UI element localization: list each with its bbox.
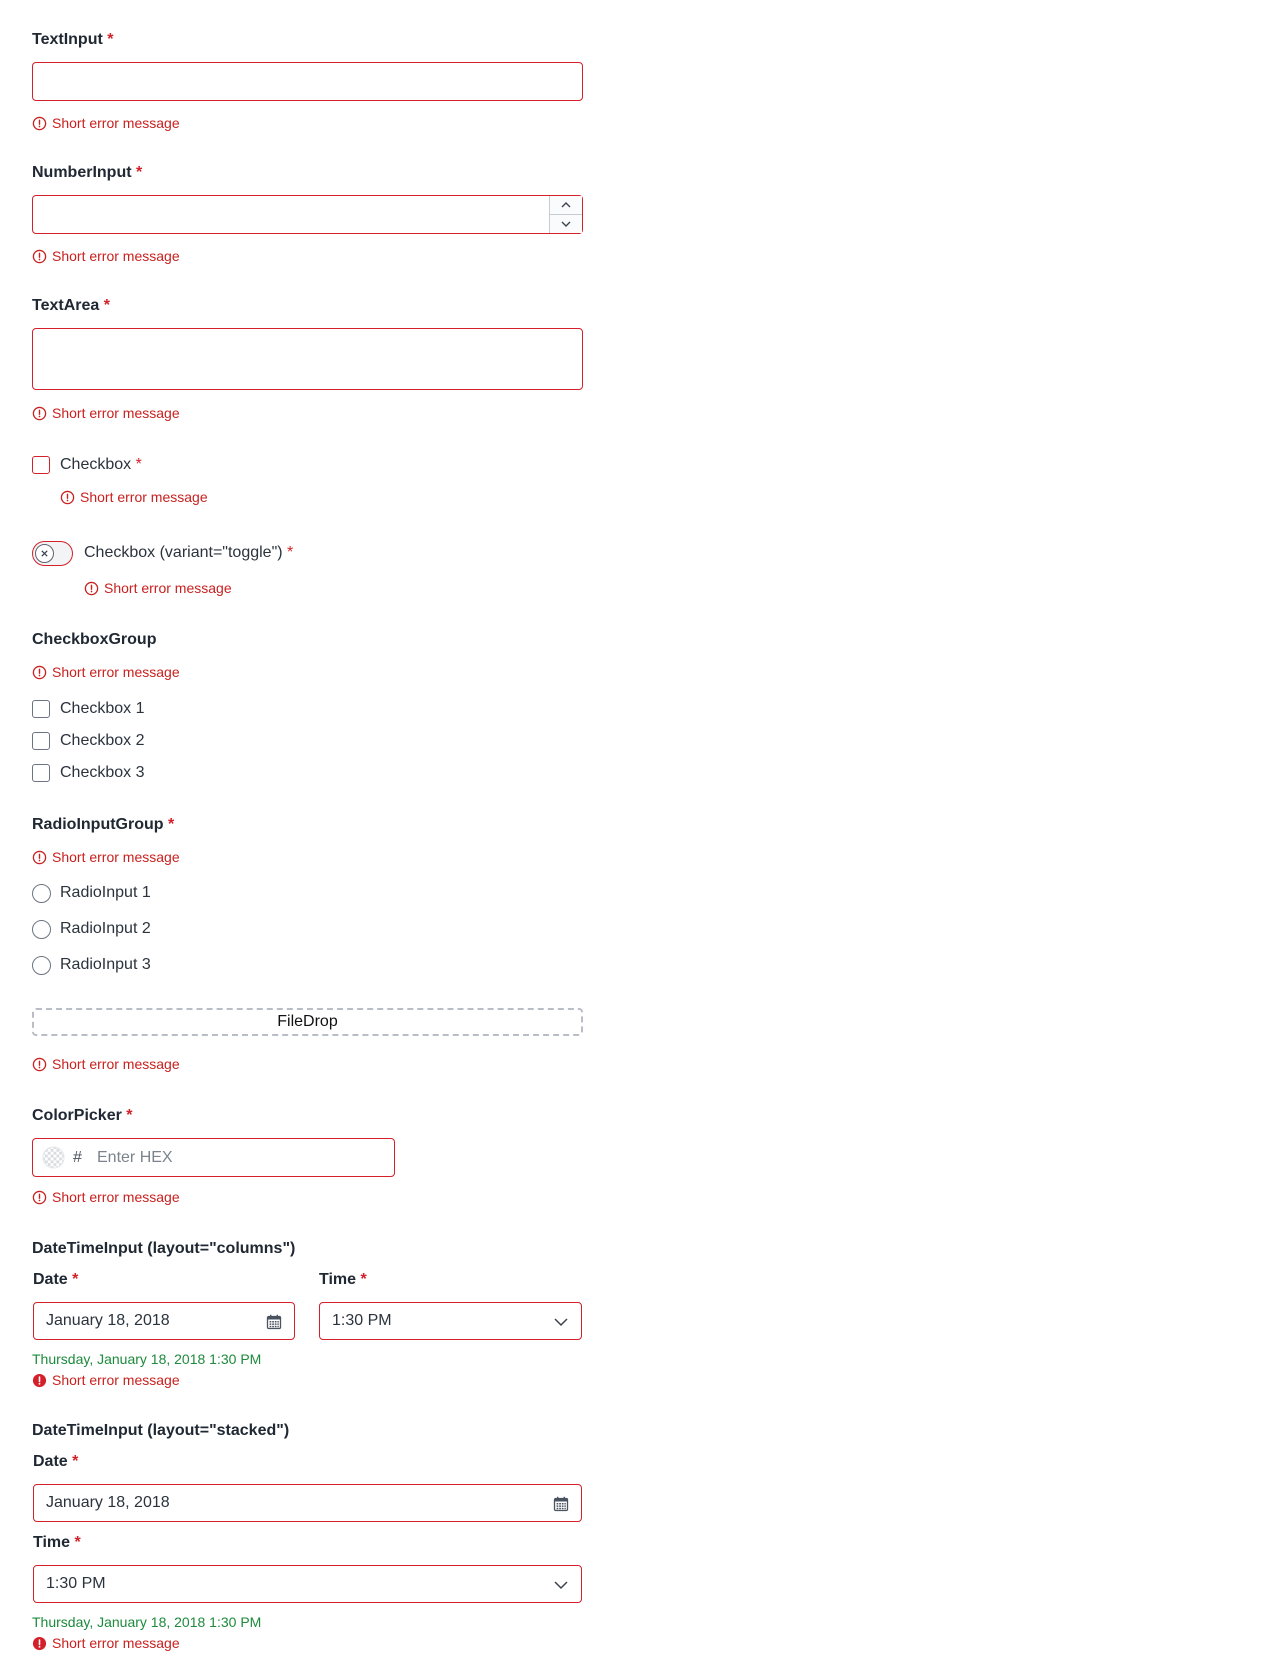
chevron-down-icon <box>553 1314 569 1330</box>
file-drop-label: FileDrop <box>277 1013 338 1030</box>
checkbox-group-item-3[interactable] <box>32 764 50 782</box>
error-solid-icon <box>32 1636 47 1651</box>
file-drop-zone[interactable] <box>32 1008 583 1036</box>
error-text: Short error message <box>52 1635 180 1651</box>
required-marker: * <box>126 1107 133 1124</box>
radio-input-3[interactable] <box>32 956 51 975</box>
toggle-switch[interactable] <box>32 541 73 566</box>
datetime-columns-error <box>32 1372 180 1388</box>
hex-input-placeholder[interactable]: Enter HEX <box>97 1149 173 1166</box>
time-label-text: Time <box>33 1534 71 1551</box>
color-picker-label-text: ColorPicker <box>32 1107 122 1124</box>
error-text: Short error message <box>52 115 180 131</box>
checkbox-group-item-2[interactable] <box>32 732 50 750</box>
text-input-label <box>32 30 114 50</box>
radio-group-label-text: RadioInputGroup <box>32 816 164 833</box>
hex-hash-prefix: # <box>73 1149 82 1166</box>
toggle-label[interactable] <box>84 543 293 563</box>
toggle-error <box>84 580 232 596</box>
error-icon <box>60 490 75 505</box>
decrement-button[interactable] <box>550 215 582 233</box>
datetime-columns-time-select[interactable] <box>319 1302 582 1340</box>
error-icon <box>32 665 47 680</box>
radio-input-3-label[interactable]: RadioInput 3 <box>60 956 151 973</box>
datetime-columns-helper: Thursday, January 18, 2018 1:30 PM <box>32 1351 262 1367</box>
error-icon <box>32 850 47 865</box>
time-value: 1:30 PM <box>46 1575 106 1592</box>
color-picker-error <box>32 1189 180 1205</box>
required-marker: * <box>360 1271 367 1288</box>
radio-group-label <box>32 815 174 835</box>
checkbox-group-error <box>32 664 180 680</box>
error-icon <box>32 116 47 131</box>
increment-button[interactable] <box>550 196 582 215</box>
checkbox-group-item-1-label[interactable]: Checkbox 1 <box>60 700 145 717</box>
checkbox[interactable] <box>32 456 50 474</box>
time-label-text: Time <box>319 1271 357 1288</box>
datetime-stacked-time-select[interactable] <box>33 1565 582 1603</box>
error-icon <box>32 1190 47 1205</box>
required-marker: * <box>287 544 294 561</box>
datetime-stacked-helper: Thursday, January 18, 2018 1:30 PM <box>32 1614 262 1630</box>
required-marker: * <box>74 1534 81 1551</box>
datetime-columns-label: DateTimeInput (layout="columns") <box>32 1240 296 1257</box>
number-input-error <box>32 248 180 264</box>
text-area-label-text: TextArea <box>32 297 100 314</box>
radio-input-1-label[interactable]: RadioInput 1 <box>60 884 151 901</box>
text-input[interactable] <box>32 62 583 101</box>
required-marker: * <box>135 456 142 473</box>
text-area-label <box>32 296 110 316</box>
datetime-stacked-time-label <box>33 1533 81 1553</box>
required-marker: * <box>72 1271 79 1288</box>
toggle-label-text: Checkbox (variant="toggle") <box>84 544 283 561</box>
date-value: January 18, 2018 <box>46 1494 170 1511</box>
checkbox-group-item-2-label[interactable]: Checkbox 2 <box>60 732 145 749</box>
required-marker: * <box>72 1453 79 1470</box>
date-label-text: Date <box>33 1271 68 1288</box>
error-text: Short error message <box>52 405 180 421</box>
chevron-down-icon <box>553 1577 569 1593</box>
radio-input-2[interactable] <box>32 920 51 939</box>
color-picker-input[interactable] <box>32 1138 395 1177</box>
text-area[interactable] <box>32 328 583 390</box>
calendar-icon[interactable] <box>553 1496 569 1512</box>
toggle-knob <box>35 544 54 563</box>
checkbox-group-label: CheckboxGroup <box>32 631 157 648</box>
checkbox-label[interactable] <box>60 455 142 475</box>
color-swatch-icon[interactable] <box>42 1146 65 1169</box>
datetime-stacked-date-label <box>33 1452 78 1472</box>
date-value: January 18, 2018 <box>46 1312 170 1329</box>
text-area-error <box>32 405 180 421</box>
number-stepper <box>549 196 582 233</box>
time-value: 1:30 PM <box>332 1312 392 1329</box>
number-input-label-text: NumberInput <box>32 164 132 181</box>
required-marker: * <box>136 164 143 181</box>
required-marker: * <box>107 31 114 48</box>
error-icon <box>32 406 47 421</box>
datetime-stacked-error <box>32 1635 180 1651</box>
text-input-error <box>32 115 180 131</box>
error-text: Short error message <box>52 1189 180 1205</box>
error-solid-icon <box>32 1373 47 1388</box>
datetime-columns-date-input[interactable] <box>33 1302 295 1340</box>
error-text: Short error message <box>52 248 180 264</box>
checkbox-error <box>60 489 208 505</box>
error-icon <box>84 581 99 596</box>
radio-input-1[interactable] <box>32 884 51 903</box>
error-icon <box>32 249 47 264</box>
radio-input-2-label[interactable]: RadioInput 2 <box>60 920 151 937</box>
error-text: Short error message <box>80 489 208 505</box>
number-input-label <box>32 163 142 183</box>
file-drop-error <box>32 1056 180 1072</box>
chevron-down-icon <box>560 219 572 229</box>
checkbox-group-item-1[interactable] <box>32 700 50 718</box>
x-icon <box>40 549 49 558</box>
error-text: Short error message <box>52 849 180 865</box>
error-text: Short error message <box>104 580 232 596</box>
checkbox-group-item-3-label[interactable]: Checkbox 3 <box>60 764 145 781</box>
text-input-label-text: TextInput <box>32 31 103 48</box>
error-text: Short error message <box>52 664 180 680</box>
color-picker-label <box>32 1106 133 1126</box>
calendar-icon[interactable] <box>266 1314 282 1330</box>
radio-group-error <box>32 849 180 865</box>
error-text: Short error message <box>52 1372 180 1388</box>
chevron-up-icon <box>560 200 572 210</box>
datetime-columns-time-label <box>319 1270 367 1290</box>
datetime-stacked-date-input[interactable] <box>33 1484 582 1522</box>
required-marker: * <box>103 297 110 314</box>
error-icon <box>32 1057 47 1072</box>
datetime-stacked-label: DateTimeInput (layout="stacked") <box>32 1422 290 1439</box>
required-marker: * <box>167 816 175 833</box>
number-input[interactable] <box>32 195 583 234</box>
datetime-columns-date-label <box>33 1270 78 1290</box>
error-text: Short error message <box>52 1056 180 1072</box>
date-label-text: Date <box>33 1453 68 1470</box>
checkbox-label-text: Checkbox <box>60 456 132 473</box>
